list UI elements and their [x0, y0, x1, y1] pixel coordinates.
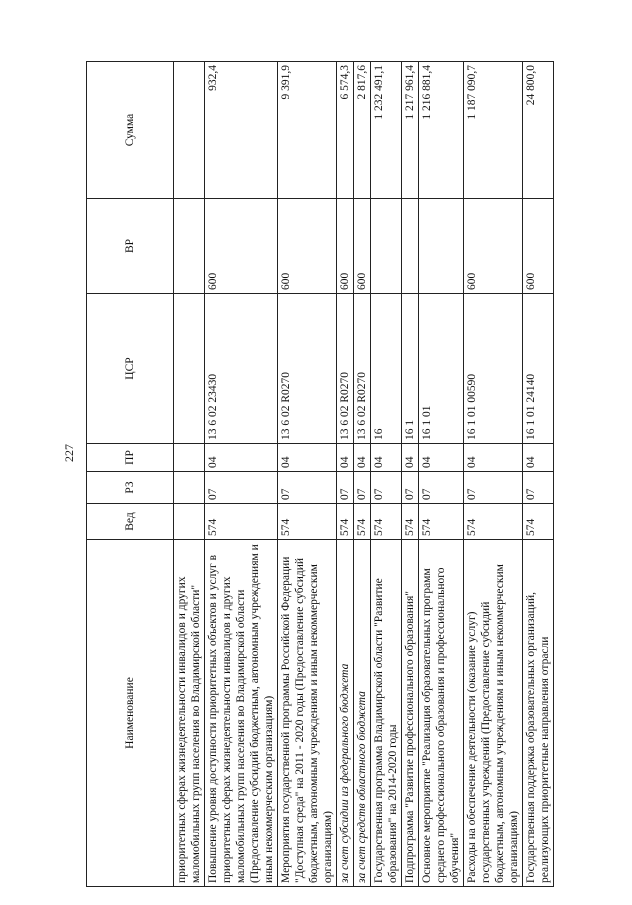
- cell-ved: 574: [419, 504, 464, 540]
- cell-name: за счет субсидии из федерального бюджета: [337, 540, 354, 887]
- header-vr: ВР: [87, 199, 174, 294]
- table-row: [205, 62, 278, 887]
- cell-name: за счет средств областного бюджета: [354, 540, 371, 887]
- cell-name: Повышение уровня доступности приоритетных объектов и услуг в приоритетных сферах жизнедеятельности инвалидов и других маломобильных групп населения во Владимирской области (Предоставление субсидий бюджетным, автономным учреждениям и иным некоммерческим организациям): [205, 540, 278, 887]
- cell-ved: 574: [464, 504, 523, 540]
- cell-sum: 24 800,0: [523, 62, 554, 199]
- cell-vr: 600: [354, 199, 371, 294]
- header-pr: ПР: [87, 444, 174, 472]
- cell-csr: 16: [371, 294, 402, 444]
- cell-name: Мероприятия государственной программы Российской Федерации "Доступная среда" на 2011 - 2020 годы (Предоставление субсидий бюджетным, автономным учреждениям и иным некоммерческим организациям): [278, 540, 337, 887]
- cell-csr: 16 1 01 24140: [523, 294, 554, 444]
- header-rz: РЗ: [87, 472, 174, 504]
- cell-ved: 574: [523, 504, 554, 540]
- cell-csr: 13 6 02 R0270: [337, 294, 354, 444]
- cell-name: Подпрограмма "Развитие профессионального образования": [402, 540, 419, 887]
- budget-table: [86, 61, 554, 887]
- table-row: [371, 62, 402, 887]
- cell-csr: 13 6 02 23430: [205, 294, 278, 444]
- cell-sum: 1 232 491,1: [371, 62, 402, 199]
- page-number: 227: [61, 444, 76, 462]
- cell-pr: 04: [337, 444, 354, 472]
- cell-name: Расходы на обеспечение деятельности (оказание услуг) государственных учреждений (Предоставление субсидий бюджетным, автономным учреждениям и иным некоммерческим организациям): [464, 540, 523, 887]
- cell-vr: 600: [337, 199, 354, 294]
- cell-vr: [371, 199, 402, 294]
- cell-pr: 04: [419, 444, 464, 472]
- cell-rz: 07: [278, 472, 337, 504]
- table-row: [402, 62, 419, 887]
- cell-sum: 932,4: [205, 62, 278, 199]
- cell-ved: 574: [402, 504, 419, 540]
- header-sum: Сумма: [87, 62, 174, 199]
- table-row: [523, 62, 554, 887]
- cell-csr: 16 1: [402, 294, 419, 444]
- cell-csr: 16 1 01 00590: [464, 294, 523, 444]
- cell-rz: 07: [523, 472, 554, 504]
- cell-ved: 574: [371, 504, 402, 540]
- cell-ved: 574: [337, 504, 354, 540]
- table-body: [174, 62, 554, 887]
- cell-rz: [174, 472, 205, 504]
- cell-rz: 07: [354, 472, 371, 504]
- cell-vr: 600: [205, 199, 278, 294]
- cell-ved: 574: [354, 504, 371, 540]
- cell-vr: [174, 199, 205, 294]
- table-header-row: [87, 62, 174, 887]
- cell-rz: 07: [402, 472, 419, 504]
- table-row: [354, 62, 371, 887]
- cell-sum: 1 216 881,4: [419, 62, 464, 199]
- cell-rz: 07: [464, 472, 523, 504]
- cell-rz: 07: [337, 472, 354, 504]
- cell-ved: 574: [278, 504, 337, 540]
- cell-pr: 04: [464, 444, 523, 472]
- cell-rz: 07: [205, 472, 278, 504]
- cell-pr: 04: [402, 444, 419, 472]
- cell-ved: 574: [205, 504, 278, 540]
- cell-csr: [174, 294, 205, 444]
- header-csr: ЦСР: [87, 294, 174, 444]
- cell-pr: 04: [371, 444, 402, 472]
- cell-vr: [402, 199, 419, 294]
- table-row: [278, 62, 337, 887]
- cell-pr: 04: [354, 444, 371, 472]
- cell-ved: [174, 504, 205, 540]
- cell-vr: 600: [278, 199, 337, 294]
- cell-name: Государственная поддержка образовательных организаций, реализующих приоритетные направления отрасли: [523, 540, 554, 887]
- rotated-table-wrapper: [86, 62, 614, 887]
- cell-sum: 2 817,6: [354, 62, 371, 199]
- cell-csr: 13 6 02 R0270: [354, 294, 371, 444]
- cell-sum: 6 574,3: [337, 62, 354, 199]
- cell-rz: 07: [419, 472, 464, 504]
- table-row: [174, 62, 205, 887]
- cell-pr: 04: [205, 444, 278, 472]
- cell-csr: 13 6 02 R0270: [278, 294, 337, 444]
- cell-sum: 9 391,9: [278, 62, 337, 199]
- cell-csr: 16 1 01: [419, 294, 464, 444]
- cell-rz: 07: [371, 472, 402, 504]
- cell-pr: 04: [523, 444, 554, 472]
- cell-vr: 600: [464, 199, 523, 294]
- table-row: [337, 62, 354, 887]
- cell-vr: [419, 199, 464, 294]
- cell-name: Государственная программа Владимирской области "Развитие образования" на 2014-2020 годы: [371, 540, 402, 887]
- cell-name: Основное мероприятие "Реализация образовательных программ среднего профессионального образования и профессионального обучения": [419, 540, 464, 887]
- header-ved: Вед: [87, 504, 174, 540]
- table-row: [419, 62, 464, 887]
- cell-sum: 1 217 961,4: [402, 62, 419, 199]
- table-row: [464, 62, 523, 887]
- cell-sum: [174, 62, 205, 199]
- cell-name: приоритетных сферах жизнедеятельности инвалидов и других маломобильных групп населения во Владимирской области": [174, 540, 205, 887]
- budget-table-sheet: [86, 62, 614, 887]
- cell-vr: 600: [523, 199, 554, 294]
- cell-sum: 1 187 090,7: [464, 62, 523, 199]
- header-name: Наименование: [87, 540, 174, 887]
- cell-pr: 04: [278, 444, 337, 472]
- cell-pr: [174, 444, 205, 472]
